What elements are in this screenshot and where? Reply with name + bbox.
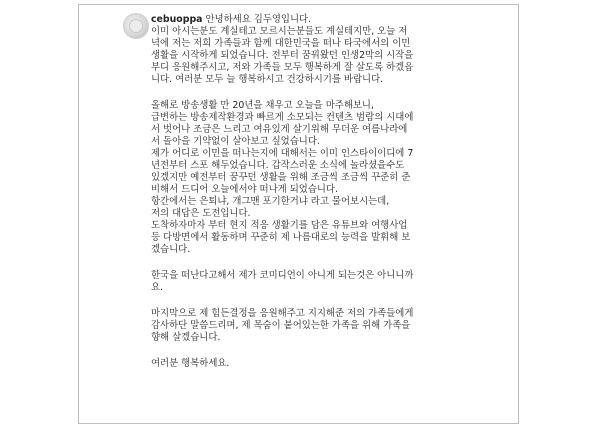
- paragraph-gap: [151, 344, 501, 358]
- caption-line: 도착하자마자 부터 현지 적응 생활기를 담은 유튜브와 여행사업: [151, 220, 408, 231]
- caption-line: 요.: [151, 282, 164, 293]
- caption-line: 여러분 행복하세요.: [151, 358, 230, 369]
- caption-line: 저의 대답은 도전입니다.: [151, 208, 251, 219]
- caption-line: 녁에 저는 저희 가족들과 함께 대한민국을 떠나 타국에서의 이민: [151, 38, 411, 49]
- caption-line: 비해서 드디어 오늘에서야 떠나게 되었습니다.: [151, 184, 338, 195]
- caption-line: 올해로 방송생활 만 20년을 채우고 오늘을 마주해보니,: [151, 100, 374, 111]
- avatar[interactable]: [123, 13, 149, 39]
- caption-line: 마지막으로 제 힘든결정을 응원해주고 지지해준 저의 가족들에게: [151, 308, 414, 319]
- caption-line: 이미 아시는분도 계실테고 모르시는분들도 계실테지만, 오늘 저: [151, 26, 408, 37]
- caption-line: 서 돌아을 기약없이 살아보고 싶었습니다.: [151, 136, 320, 147]
- caption-line: 생활을 시작하게 되었습니다. 전부터 꿈꿔왔던 인생2막의 시작을: [151, 50, 414, 61]
- post-caption: [151, 14, 501, 370]
- caption-line: 있겠지만 예전부터 꿈꾸던 생활을 위해 조금씩 조금씩 꾸준히 준: [151, 172, 411, 183]
- caption-line: 겠습니다.: [151, 244, 191, 255]
- caption-line: 향해 살겠습니다.: [151, 332, 221, 343]
- paragraph-gap: [151, 294, 501, 308]
- caption-line: 제가 어디로 이민을 떠나는지에 대해서는 이미 인스타이이디에 7: [151, 148, 414, 159]
- caption-line: 등 다방면에서 활동하며 꾸준히 제 나름대로의 능력을 발휘해 보: [151, 232, 411, 243]
- username-link[interactable]: cebuoppa: [151, 14, 203, 25]
- caption-line: 부디 응원해주시고, 저와 가족들 모두 행복하게 잘 살도록 하겠읍: [151, 62, 414, 73]
- post-card: [78, 4, 519, 424]
- caption-line: 서 벗어나 조금은 느리고 여유있게 살기위해 무더운 여름나라에: [151, 124, 408, 135]
- caption-line: 한국을 떠난다고해서 제가 코미디언이 아니게 되는것은 아니니까: [151, 270, 414, 281]
- caption-text: 안녕하세요 김두영입니다.: [205, 14, 312, 25]
- paragraph-gap: [151, 256, 501, 270]
- caption-line: 니다. 여러분 모두 늘 행복하시고 건강하시기를 바랍니다.: [151, 74, 384, 85]
- caption-line: 년전부터 스포 해두었습니다. 갑작스러운 소식에 놀라셨을수도: [151, 160, 405, 171]
- paragraph-gap: [151, 86, 501, 100]
- caption-line: 급변하는 방송제작환경과 빠르게 소모되는 컨텐츠 범람의 시대에: [151, 112, 414, 123]
- caption-line: 항간에서는 은퇴냐, 개그맨 포기한거냐 라고 물어보시는데,: [151, 196, 390, 207]
- caption-line: 감사하단 말씀드리며, 제 목숨이 붙어있는한 가족을 위해 가족을: [151, 320, 411, 331]
- avatar-image: [129, 19, 143, 33]
- caption-line-first: [151, 14, 501, 26]
